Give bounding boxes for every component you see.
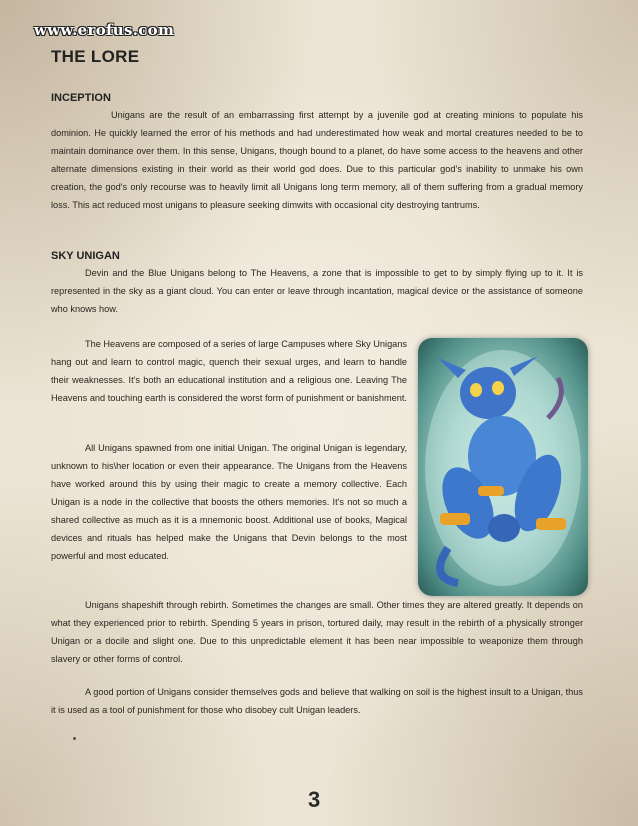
paragraph-sky-3 (51, 439, 407, 565)
section-heading-inception: INCEPTION (51, 92, 111, 104)
watermark: www.erofus.com (34, 21, 175, 39)
page-title: THE LORE (51, 47, 140, 66)
page-number: 3 (308, 787, 321, 812)
paragraph-sky-4 (51, 596, 583, 668)
paragraph-sky-1 (51, 264, 583, 318)
paragraph-sky-4-text: Unigans shapeshift through rebirth. Sometimes the changes are small. Other times they are altered greatly. It depends on what they experienced prior to rebirth. Spending 5 years in prison, tortured daily, may result in the rebirth of a physically stronger Unigan or a docile and slight one. Due to this unpredictable element it has been near impossible to weaponize them through slavery or other forms of control. (51, 600, 583, 664)
character-illustration (418, 338, 588, 596)
paragraph-sky-5 (51, 683, 583, 719)
paragraph-sky-1-text: Devin and the Blue Unigans belong to The Heavens, a zone that is impossible to get to by simply flying up to it. It is represented in the sky as a giant cloud. You can enter or leave through incantation, magical device or the assistance of someone who knows how. (51, 268, 583, 314)
paragraph-sky-2 (51, 335, 407, 407)
paragraph-inception-text: Unigans are the result of an embarrassing first attempt by a juvenile god at creating minions to populate his dominion. He quickly learned the error of his methods and had underestimated how weak and mortal creatures needed to be to maintain dominance over them. In this sense, Unigans, though bound to a planet, do have some access to the heavens and other alternate dimensions existing in their world as their world god does. Due to this particular god's inability to unmake his own creation, the god's only recourse was to heavily limit all Unigans long term memory, all of them suffering from a gradual memory loss. This act reduced most unigans to pleasure seeking dimwits with occasional city destroying tantrums. (51, 110, 583, 210)
section-heading-sky-unigan: SKY UNIGAN (51, 250, 120, 262)
paragraph-inception (51, 106, 583, 214)
paragraph-sky-2-text: The Heavens are composed of a series of large Campuses where Sky Unigans hang out and learn to control magic, quench their sexual urges, and learn to handle their weaknesses. It's both an educational institution and a religious one. Leaving The Heavens and touching earth is considered the worst form of punishment or banishment. (51, 339, 407, 403)
paragraph-sky-5-text: A good portion of Unigans consider themselves gods and believe that walking on soil is the highest insult to a Unigan, thus it is used as a tool of punishment for those who disobey cult Unigan leaders. (51, 687, 583, 715)
paper-speck (73, 737, 76, 740)
character-illustration-svg (418, 338, 588, 596)
paragraph-sky-3-text: All Unigans spawned from one initial Unigan. The original Unigan is legendary, unknown to his\her location or even their appearance. The Unigans from the Heavens have worked around this by using their magic to create a memory collective. Each Unigan is a node in the collective that boosts the others memories. It's not so much a shared collective as much as it is a mnemonic boost. Additional use of books, Magical devices and rituals has helped make the Unigans that Devin belongs to the most powerful and most educated. (51, 443, 407, 561)
